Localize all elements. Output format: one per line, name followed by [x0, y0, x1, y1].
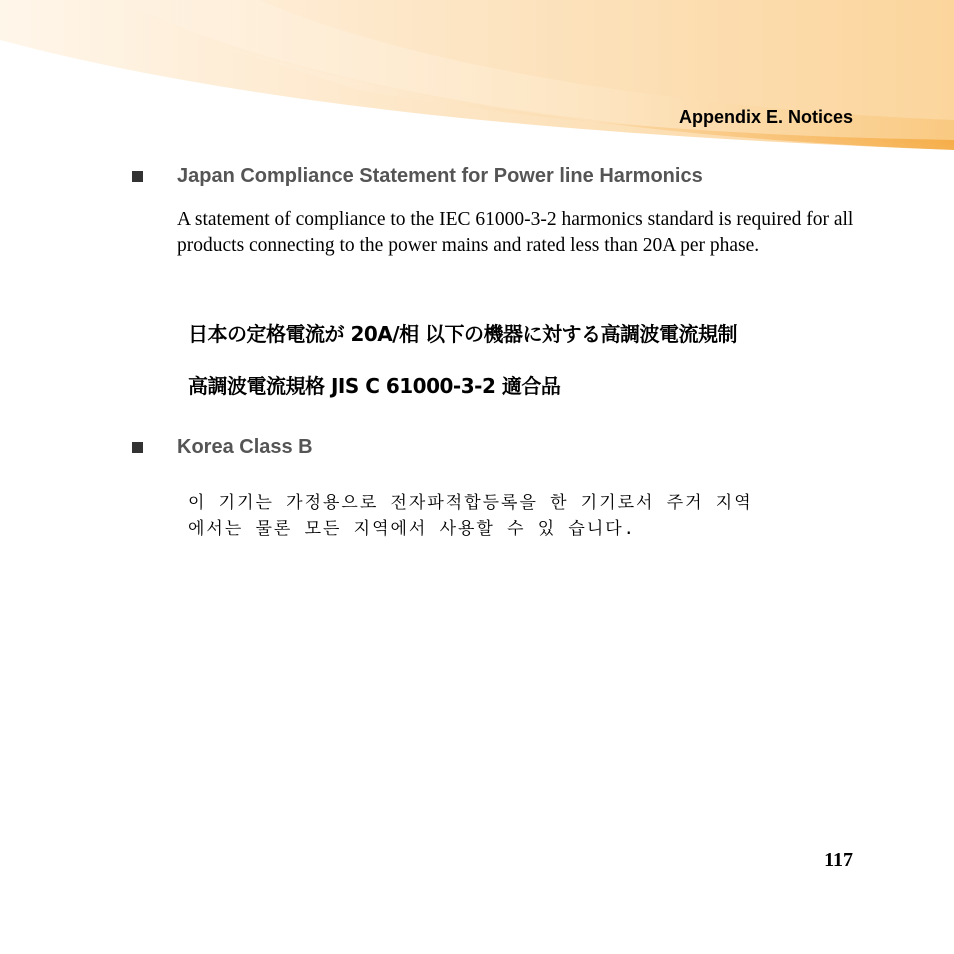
korea-statement-line2: 에서는 물론 모든 지역에서 사용할 수 있 습니다.	[188, 519, 636, 539]
japan-statement-line2: 高調波電流規格 JIS C 61000-3-2 適合品	[188, 374, 561, 398]
japan-statement-line1: 日本の定格電流が 20A/相 以下の機器に対する高調波電流規制	[188, 322, 738, 346]
japan-section-heading	[132, 165, 703, 188]
korea-heading-text: Korea Class B	[177, 436, 313, 458]
running-head: Appendix E. Notices	[678, 107, 853, 127]
square-bullet-icon	[132, 171, 143, 182]
page-number: 117	[824, 849, 853, 871]
square-bullet-icon	[132, 442, 143, 453]
japan-body-paragraph: A statement of compliance to the IEC 61000-3-2 harmonics standard is required for all products connecting to the power mains and rated less than 20A per phase.	[177, 209, 854, 256]
korea-section-heading	[132, 436, 313, 459]
header-decorative-band	[0, 0, 954, 160]
korea-statement-line1: 이 기기는 가정용으로 전자파적합등록을 한 기기로서 주거 지역	[188, 493, 753, 513]
japan-heading-text: Japan Compliance Statement for Power line Harmonics	[177, 165, 703, 187]
